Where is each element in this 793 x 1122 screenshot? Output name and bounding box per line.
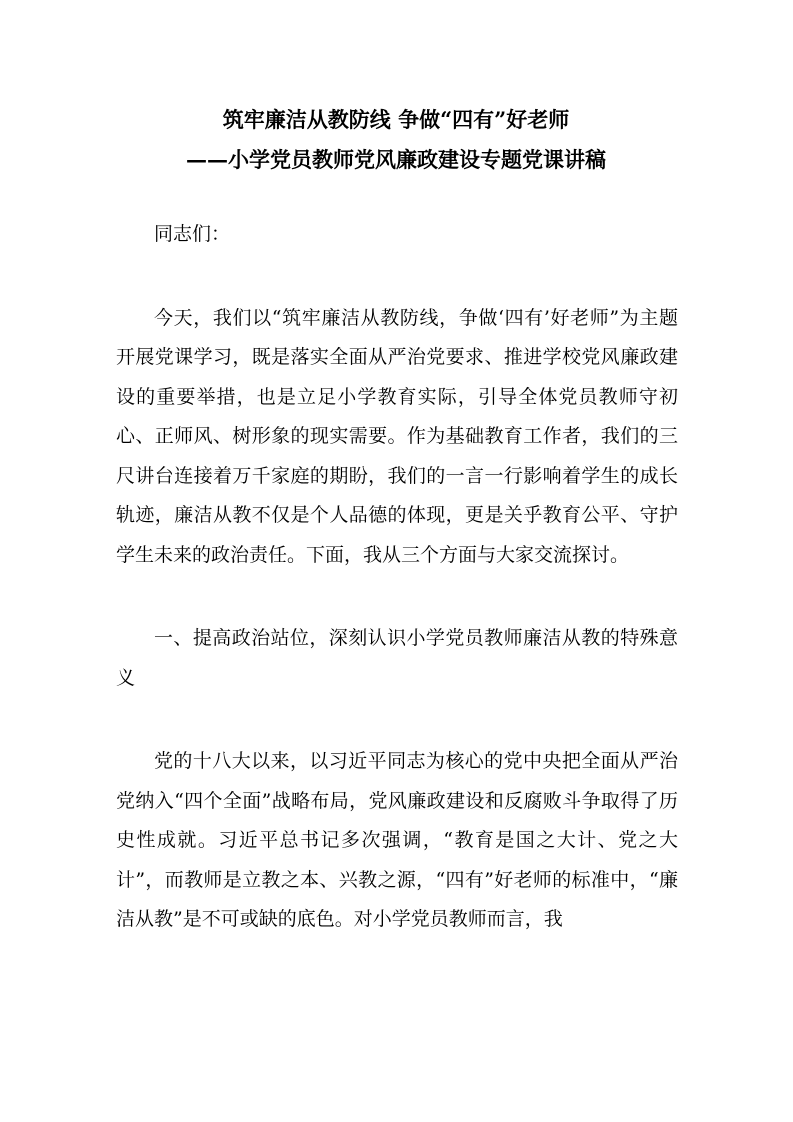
document-body <box>116 215 678 940</box>
document-subtitle: ——小学党员教师党风廉政建设专题党课讲稿 <box>186 147 606 172</box>
section-1-paragraph: 党的十八大以来，以习近平同志为核心的党中央把全面从严治党纳入“四个全面”战略布局，党风廉政建设和反腐败斗争取得了历史性成就。习近平总书记多次强调，“教育是国之大计、党之大计”，而教师是立教之本、兴教之源，“四有”好老师的标准中，“廉洁从教”是不可或缺的底色。对小学党员教师而言，我 <box>116 750 678 930</box>
paragraph-gap <box>116 575 678 619</box>
paragraph-gap <box>116 698 678 742</box>
document-title: 筑牢廉洁从教防线 争做“四有”好老师 <box>222 107 570 132</box>
salutation: 同志们： <box>154 223 231 245</box>
intro-paragraph: 今天，我们以“筑牢廉洁从教防线，争做‘四有’好老师”为主题开展党课学习，既是落实全面从严治党要求、推进学校党风廉政建设的重要举措，也是立足小学教育实际，引导全体党员教师守初心、正师风、树形象的现实需要。作为基础教育工作者，我们的三尺讲台连接着万千家庭的期盼，我们的一言一行影响着学生的成长轨迹，廉洁从教不仅是个人品德的体现，更是关乎教育公平、守护学生未来的政治责任。下面，我从三个方面与大家交流探讨。 <box>116 306 678 566</box>
section-heading-1: 一、提高政治站位，深刻认识小学党员教师廉洁从教的特殊意义 <box>116 627 678 689</box>
title-block <box>116 100 676 180</box>
paragraph-gap <box>116 255 678 299</box>
